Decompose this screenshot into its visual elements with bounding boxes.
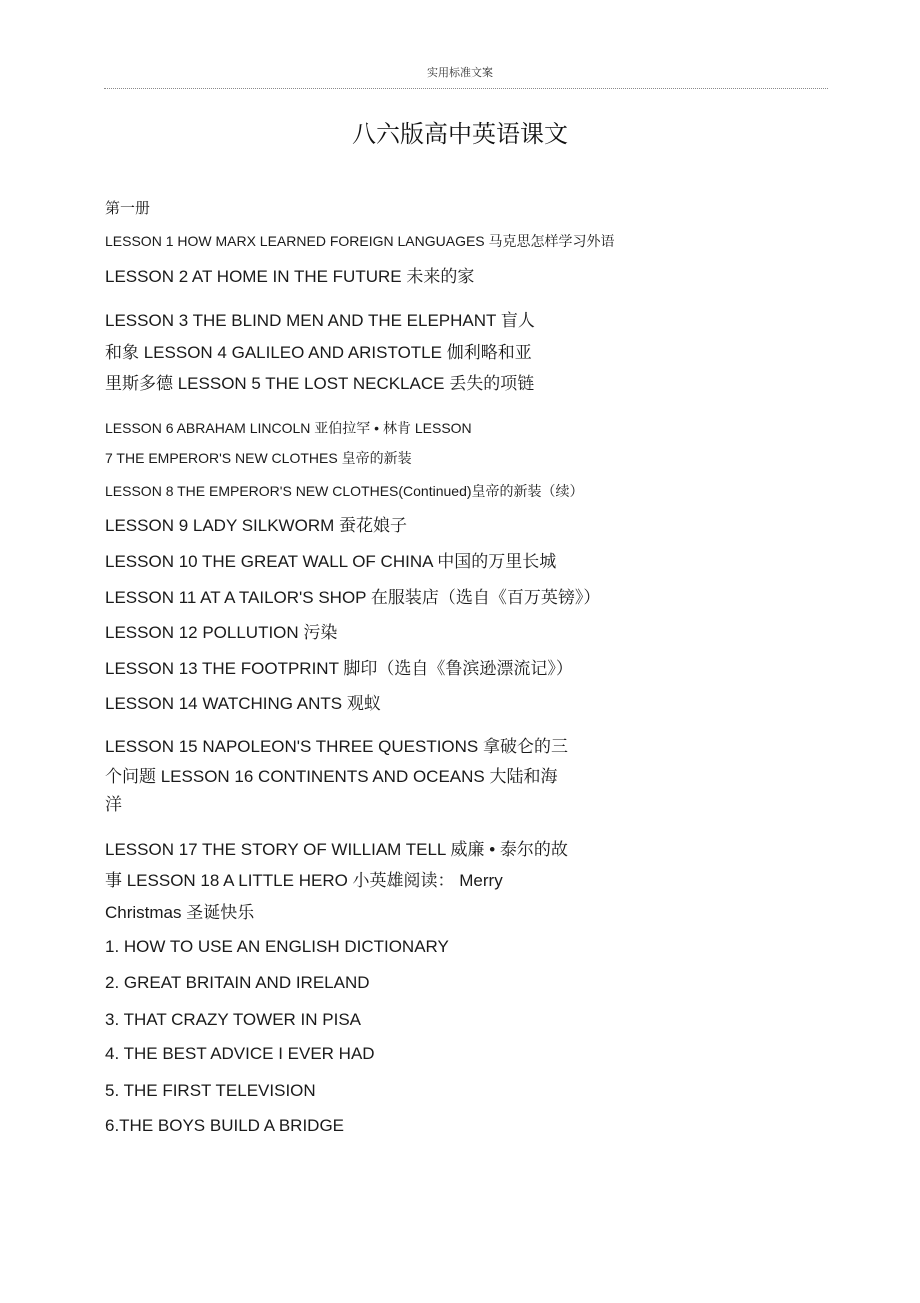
reading-item: 5. THE FIRST TELEVISION <box>105 1081 316 1100</box>
reading-item: 1. HOW TO USE AN ENGLISH DICTIONARY <box>105 937 449 956</box>
lesson-line: LESSON 14 WATCHING ANTS 观蚁 <box>105 694 381 713</box>
header-divider <box>104 88 828 89</box>
reading-item: 2. GREAT BRITAIN AND IRELAND <box>105 973 370 992</box>
lesson-line: 洋 <box>105 795 122 814</box>
reading-line: Christmas 圣诞快乐 <box>105 903 255 922</box>
volume-label: 第一册 <box>105 199 151 217</box>
lesson-line: LESSON 3 THE BLIND MEN AND THE ELEPHANT 盲人 <box>105 311 535 330</box>
running-header: 实用标准文案 <box>427 66 493 79</box>
lesson-line: 7 THE EMPEROR'S NEW CLOTHES 皇帝的新装 <box>105 450 412 466</box>
lesson-line: LESSON 10 THE GREAT WALL OF CHINA 中国的万里长城 <box>105 552 557 571</box>
lesson-line: LESSON 8 THE EMPEROR'S NEW CLOTHES(Continued)皇帝的新装（续） <box>105 483 584 499</box>
lesson-line: LESSON 12 POLLUTION 污染 <box>105 623 338 642</box>
lesson-line: 个问题 LESSON 16 CONTINENTS AND OCEANS 大陆和海 <box>105 767 558 786</box>
lesson-line: LESSON 15 NAPOLEON'S THREE QUESTIONS 拿破仑的三 <box>105 737 568 756</box>
lesson-line: 和象 LESSON 4 GALILEO AND ARISTOTLE 伽利略和亚 <box>105 343 532 362</box>
lesson-line: LESSON 9 LADY SILKWORM 蚕花娘子 <box>105 516 407 535</box>
lesson-line: 事 LESSON 18 A LITTLE HERO 小英雄阅读： Merry <box>105 871 503 890</box>
lesson-line: LESSON 13 THE FOOTPRINT 脚印（选自《鲁滨逊漂流记》） <box>105 659 573 678</box>
lesson-line: LESSON 17 THE STORY OF WILLIAM TELL 威廉 • 泰尔的故 <box>105 840 568 859</box>
lesson-line: LESSON 2 AT HOME IN THE FUTURE 未来的家 <box>105 267 475 286</box>
lesson-line: 里斯多德 LESSON 5 THE LOST NECKLACE 丢失的项链 <box>105 374 535 393</box>
document-title: 八六版高中英语课文 <box>352 120 568 148</box>
lesson-line: LESSON 1 HOW MARX LEARNED FOREIGN LANGUAGES 马克思怎样学习外语 <box>105 233 615 249</box>
reading-item: 3. THAT CRAZY TOWER IN PISA <box>105 1010 362 1029</box>
reading-item: 6.THE BOYS BUILD A BRIDGE <box>105 1116 345 1135</box>
lesson-line: LESSON 6 ABRAHAM LINCOLN 亚伯拉罕 • 林肯 LESSON <box>105 420 472 436</box>
lesson-line: LESSON 11 AT A TAILOR'S SHOP 在服装店（选自《百万英镑》） <box>105 588 601 607</box>
reading-item: 4. THE BEST ADVICE I EVER HAD <box>105 1044 375 1063</box>
